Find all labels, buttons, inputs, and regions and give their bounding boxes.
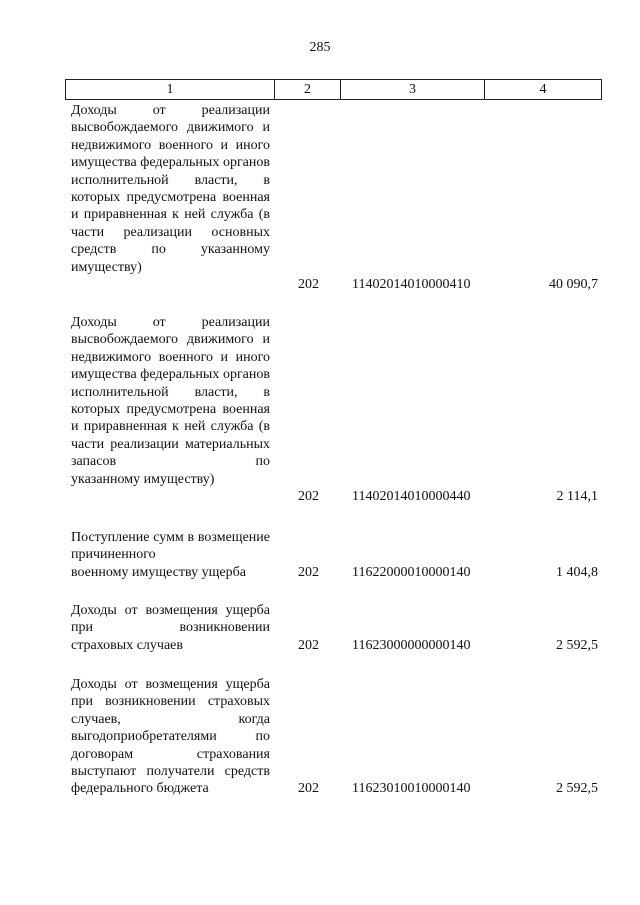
description-line: Доходы от реализации xyxy=(71,103,270,118)
description-line: иного имущества федеральных xyxy=(71,137,271,171)
description-line: выгодоприобретателями по xyxy=(71,729,270,745)
row-amount: 40 090,7 xyxy=(549,277,598,292)
row-code: 202 xyxy=(298,637,319,653)
description-line: приравненная к ней служба (в xyxy=(83,419,271,435)
description-line: Доходы от возмещения xyxy=(71,677,218,692)
description-line: предусмотрена военная и xyxy=(71,402,270,435)
row-kbk: 11402014010000410 xyxy=(352,277,471,292)
description-line: части реализации xyxy=(71,436,179,452)
row-kbk: 11622000010000140 xyxy=(352,564,471,580)
description-line: высвобождаемого движимого xyxy=(71,120,254,136)
description-line: страховых случаев, когда xyxy=(71,694,271,727)
row-code: 202 xyxy=(298,564,319,580)
description-line: средств по указанному xyxy=(71,242,270,258)
row-code: 202 xyxy=(298,781,319,797)
row-kbk: 11402014010000440 xyxy=(352,489,471,504)
description-line: и недвижимого военного и xyxy=(71,120,271,153)
description-line: высвобождаемого движимого xyxy=(71,332,254,348)
description-line: иного имущества федеральных xyxy=(71,349,271,383)
table-header xyxy=(65,79,602,100)
description-last-line: указанному имуществу) xyxy=(71,471,215,487)
header-col-2: 2 xyxy=(275,80,341,100)
row-description xyxy=(71,602,270,654)
row-description xyxy=(71,102,270,276)
description-line: части реализации основных xyxy=(71,224,270,240)
description-line: материальных запасов по xyxy=(71,436,271,470)
row-code: 202 xyxy=(298,489,319,504)
row-amount: 2 592,5 xyxy=(556,637,598,653)
description-line: Доходы от реализации xyxy=(71,315,270,330)
description-line: приравненная к ней служба (в xyxy=(83,207,271,223)
description-line: органов исполнительной xyxy=(71,155,270,188)
description-line: власти, в которых xyxy=(71,172,271,206)
description-line: ущерба при возникновении xyxy=(71,677,270,710)
description-last-line: военному имуществу ущерба xyxy=(71,564,246,580)
header-col-4: 4 xyxy=(485,80,602,100)
description-line: и недвижимого военного и xyxy=(71,332,271,365)
row-kbk: 11623000000000140 xyxy=(352,637,471,653)
row-amount: 2 114,1 xyxy=(556,489,598,504)
description-line: договорам страхования xyxy=(71,746,270,762)
description-last-line: федерального бюджета xyxy=(71,781,209,797)
row-amount: 1 404,8 xyxy=(556,564,598,580)
description-last-line: имуществу) xyxy=(71,259,142,275)
description-line: органов исполнительной xyxy=(71,367,270,400)
page-number: 285 xyxy=(309,40,331,55)
row-description xyxy=(71,529,270,581)
row-amount: 2 592,5 xyxy=(556,781,598,797)
description-line: выступают получатели средств xyxy=(71,764,270,780)
description-line: предусмотрена военная и xyxy=(71,190,270,223)
row-description xyxy=(71,314,270,488)
description-line: Доходы от возмещения xyxy=(71,603,218,618)
description-line: власти, в которых xyxy=(71,384,271,418)
description-line: Поступление сумм в xyxy=(71,530,195,545)
description-line: ущерба при возникновении xyxy=(71,603,270,636)
header-col-3: 3 xyxy=(341,80,485,100)
row-description xyxy=(71,676,270,798)
description-last-line: страховых случаев xyxy=(71,637,183,653)
header-col-1: 1 xyxy=(66,80,275,100)
row-kbk: 11623010010000140 xyxy=(352,781,471,797)
description-line: возмещение причиненного xyxy=(71,530,270,563)
row-code: 202 xyxy=(298,277,319,292)
